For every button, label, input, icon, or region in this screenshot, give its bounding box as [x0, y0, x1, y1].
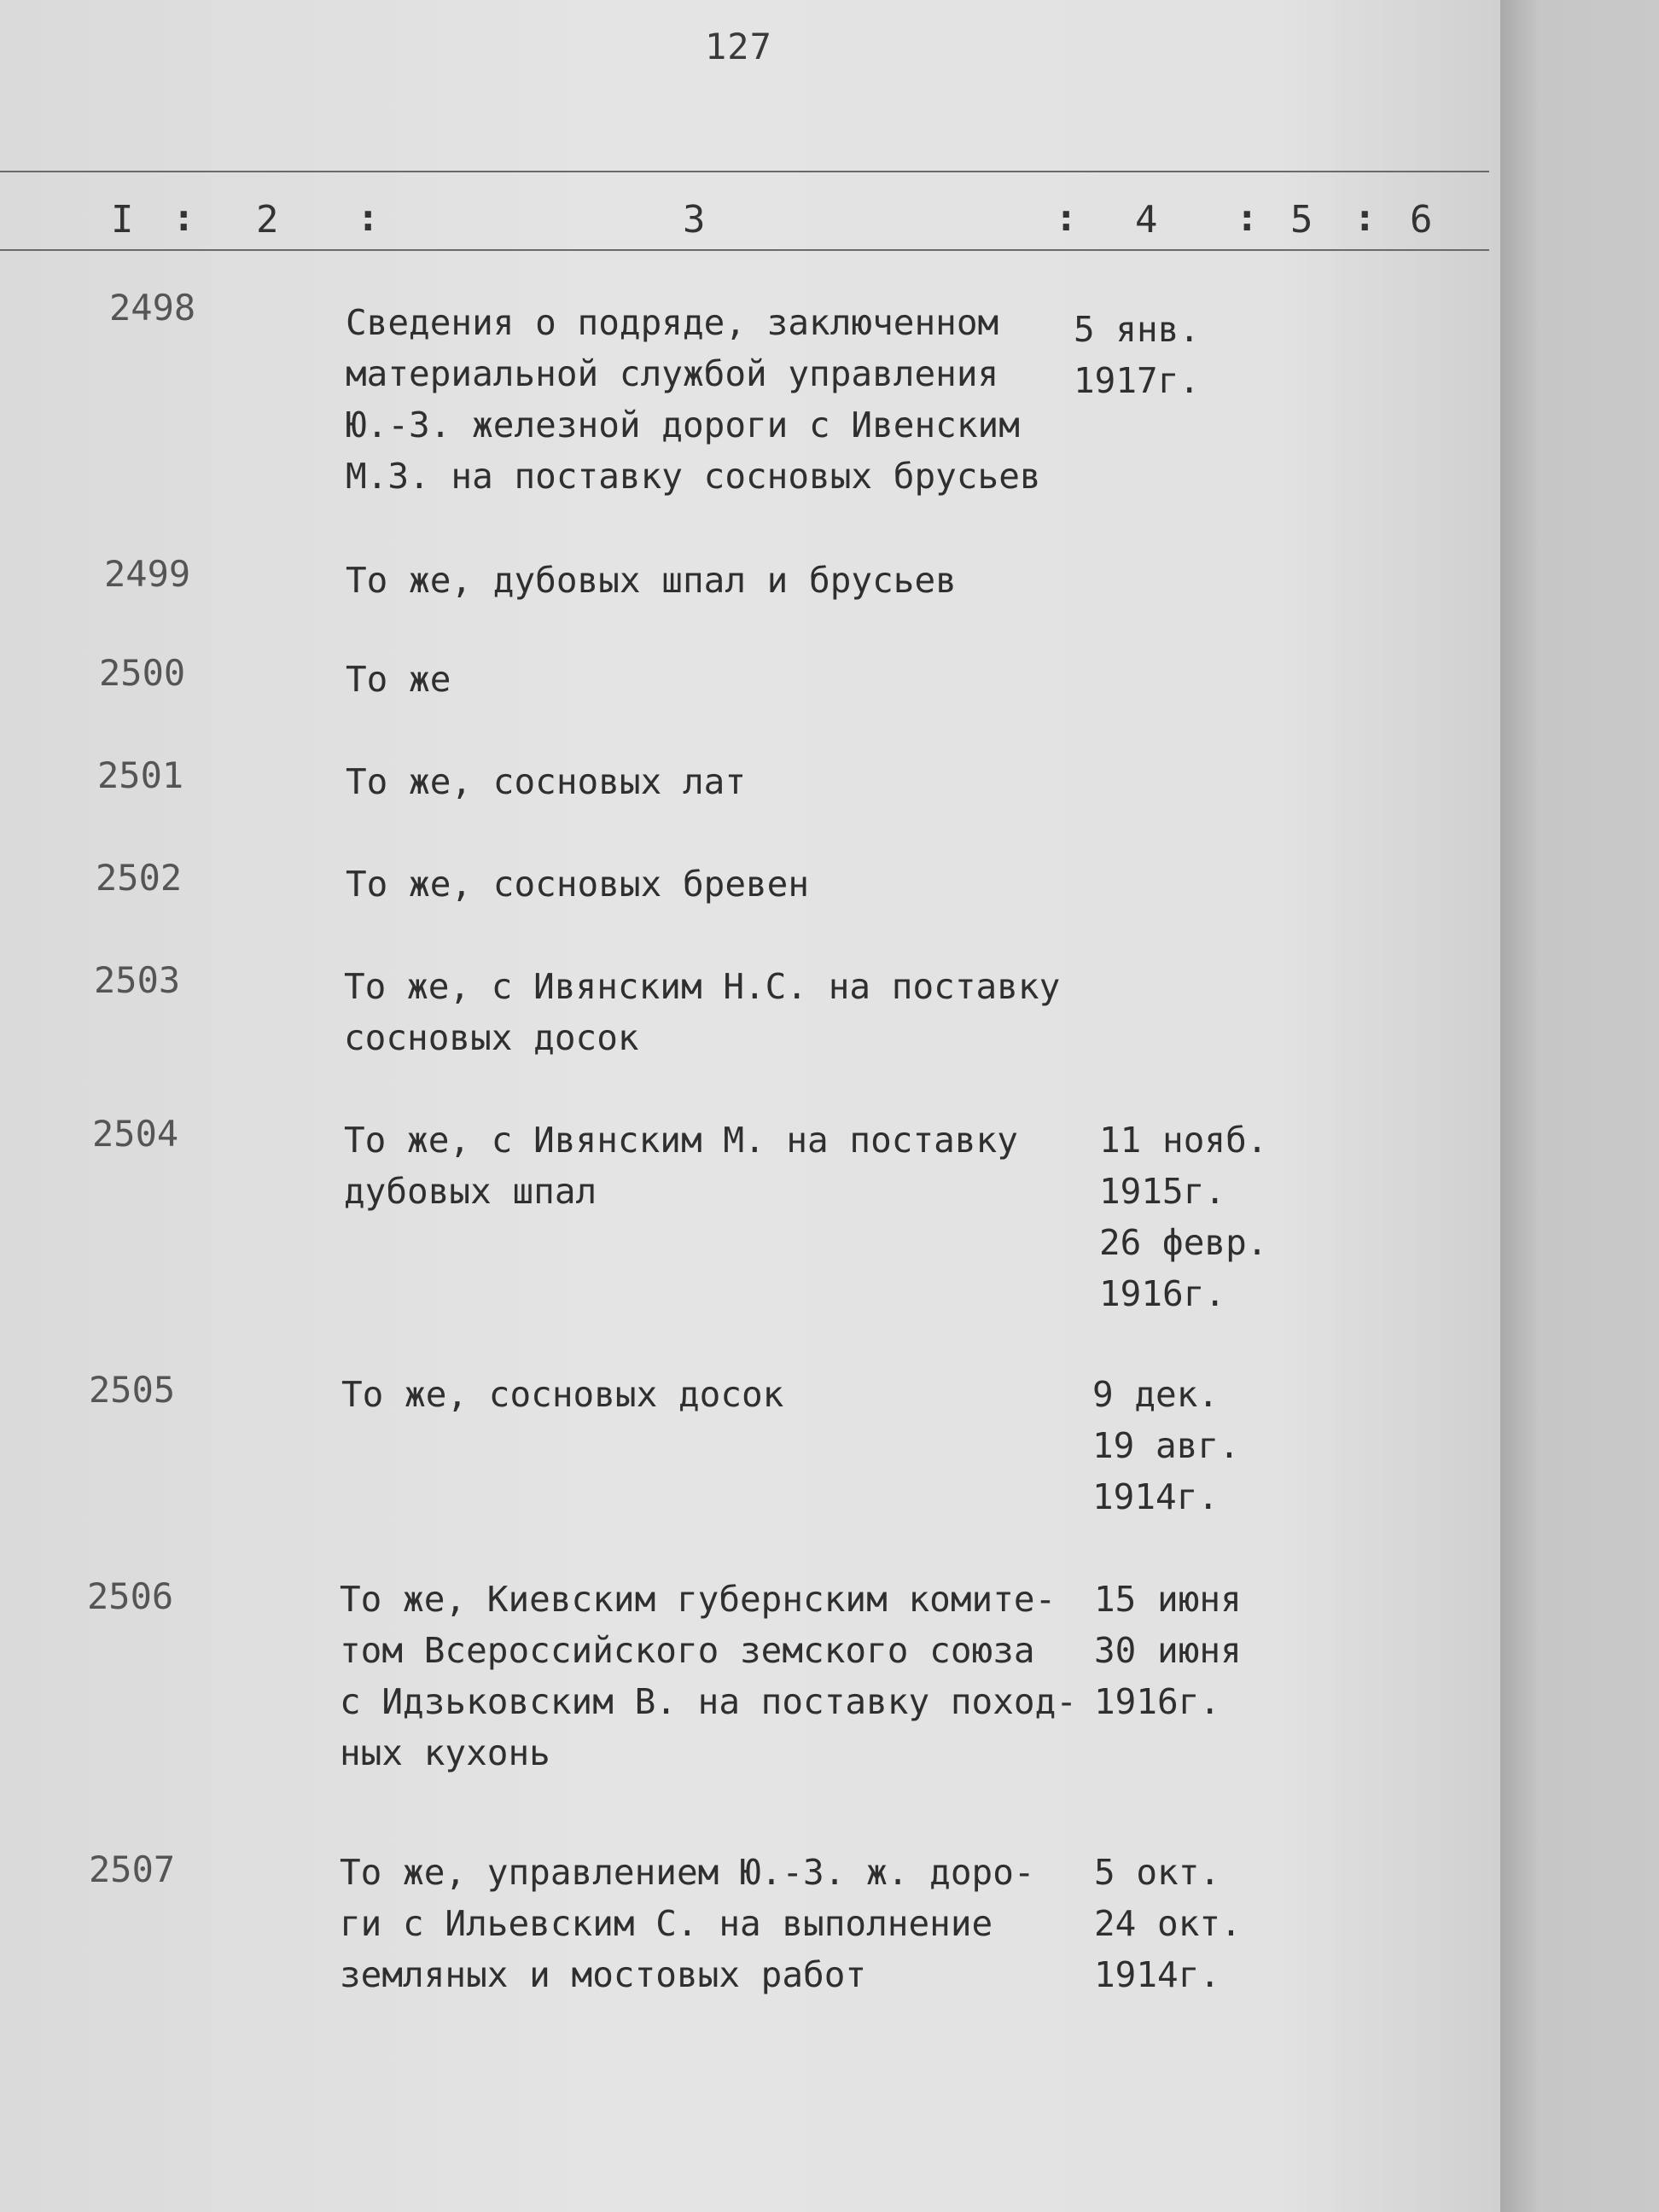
record-description	[344, 1115, 1095, 1217]
description-line: с Идзьковским В. на поставку поход-	[340, 1681, 1077, 1722]
record-dates	[1074, 304, 1295, 406]
description-line: То же, сосновых бревен	[346, 864, 810, 905]
header-top-rule	[0, 171, 1489, 172]
column-header-1: I	[111, 198, 134, 242]
column-header-4: 4	[1135, 198, 1158, 242]
description-line: То же	[346, 659, 451, 700]
description-line: То же, с Ивянским М. на поставку	[344, 1120, 1018, 1161]
record-number: 2501	[97, 754, 184, 796]
date-line: 24 окт.	[1094, 1903, 1242, 1944]
date-line: 5 янв.	[1074, 309, 1201, 350]
description-line: том Всероссийского земского союза	[340, 1630, 1035, 1671]
record-dates	[1099, 1115, 1321, 1319]
description-line: материальной службой управления	[346, 353, 999, 394]
date-line: 19 авг.	[1092, 1425, 1240, 1466]
record-number: 2504	[92, 1113, 179, 1155]
date-line: 15 июня	[1094, 1579, 1242, 1620]
column-header-6: 6	[1410, 198, 1433, 242]
record-description	[340, 1847, 1091, 2000]
description-line: ных кухонь	[340, 1732, 550, 1773]
column-header-2: 2	[256, 198, 279, 242]
date-line: 11 нояб.	[1099, 1120, 1268, 1161]
date-line: 1915г.	[1099, 1171, 1226, 1212]
record-number: 2503	[94, 959, 181, 1001]
record-number: 2505	[89, 1369, 176, 1411]
record-number: 2498	[109, 287, 196, 329]
description-line: То же, с Ивянским Н.С. на поставку	[344, 966, 1061, 1007]
description-line: То же, сосновых лат	[346, 761, 746, 802]
header-bottom-rule	[0, 249, 1489, 251]
date-line: 26 февр.	[1099, 1222, 1268, 1263]
record-description	[346, 859, 1097, 910]
description-line: земляных и мостовых работ	[340, 1954, 867, 1995]
record-number: 2507	[89, 1848, 176, 1890]
description-line: Сведения о подряде, заключенном	[346, 302, 999, 343]
record-dates	[1092, 1369, 1314, 1522]
description-line: То же, дубовых шпал и брусьев	[346, 560, 957, 601]
description-line: Ю.-З. железной дороги с Ивенским	[346, 405, 1020, 445]
record-number: 2502	[96, 857, 183, 899]
date-line: 1914г.	[1092, 1476, 1220, 1517]
description-line: То же, Киевским губернским комите-	[340, 1579, 1057, 1620]
record-description	[340, 1574, 1091, 1778]
record-number: 2499	[104, 553, 191, 595]
record-description	[346, 654, 1097, 705]
column-separator: :	[1236, 196, 1259, 240]
date-line: 30 июня	[1094, 1630, 1242, 1671]
column-header-5: 5	[1290, 198, 1313, 242]
description-line: дубовых шпал	[344, 1171, 597, 1212]
date-line: 1916г.	[1094, 1681, 1221, 1722]
date-line: 1916г.	[1099, 1273, 1226, 1314]
column-separator: :	[357, 196, 380, 240]
page-number: 127	[705, 26, 772, 67]
record-number: 2506	[87, 1575, 174, 1617]
page-edge	[1500, 0, 1659, 2212]
record-description	[344, 961, 1095, 1063]
column-separator: :	[1055, 196, 1078, 240]
description-line: ги с Ильевским С. на выполнение	[340, 1903, 993, 1944]
column-separator: :	[172, 196, 195, 240]
record-description	[346, 297, 1097, 502]
date-line: 1917г.	[1074, 360, 1201, 401]
column-separator: :	[1353, 196, 1377, 240]
date-line: 1914г.	[1094, 1954, 1221, 1995]
description-line: То же, сосновых досок	[341, 1374, 784, 1415]
record-number: 2500	[99, 652, 186, 694]
column-header-3: 3	[683, 198, 706, 242]
date-line: 5 окт.	[1094, 1852, 1221, 1893]
record-dates	[1094, 1847, 1316, 2000]
record-dates	[1094, 1574, 1316, 1727]
record-description	[346, 555, 1097, 606]
record-description	[341, 1369, 1092, 1420]
description-line: М.З. на поставку сосновых брусьев	[346, 456, 1041, 497]
date-line: 9 дек.	[1092, 1374, 1220, 1415]
description-line: сосновых досок	[344, 1017, 639, 1058]
description-line: То же, управлением Ю.-З. ж. доро-	[340, 1852, 1035, 1893]
record-description	[346, 756, 1097, 807]
